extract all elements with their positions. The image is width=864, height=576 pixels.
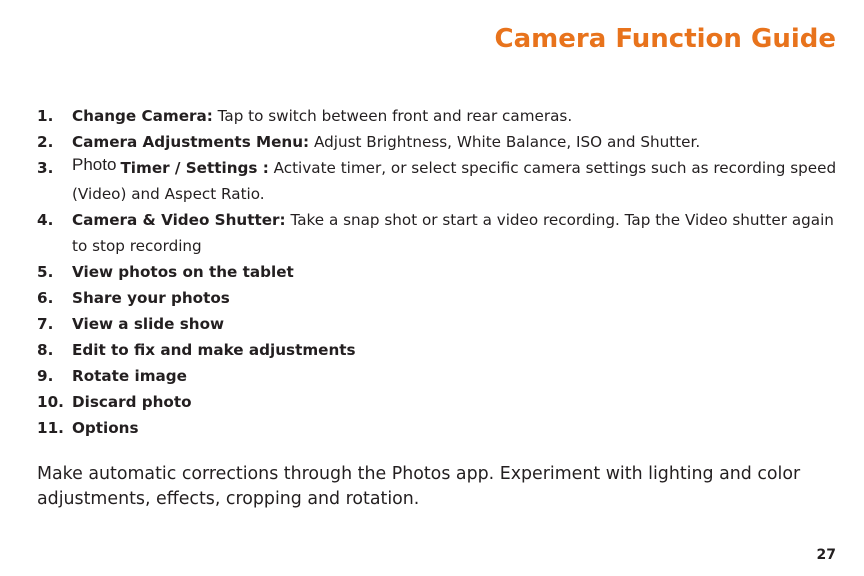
item-number: 5.: [37, 263, 54, 281]
item-number: 7.: [37, 315, 54, 333]
item-heading: Camera & Video Shutter:: [72, 211, 286, 229]
item-description: Tap to switch between front and rear cameras.: [212, 107, 573, 125]
item-heading: Options: [72, 419, 139, 437]
item-heading: Change Camera:: [72, 107, 213, 125]
item-content: [72, 311, 837, 337]
item-heading: View a slide show: [72, 315, 225, 333]
item-heading: Timer / Settings :: [120, 159, 269, 177]
item-content: [72, 337, 837, 363]
item-prefix: Photo: [72, 155, 117, 174]
item-heading: Share your photos: [72, 289, 230, 307]
item-heading: Camera Adjustments Menu:: [72, 133, 310, 151]
item-number: 11.: [37, 419, 64, 437]
list-item: [37, 363, 837, 389]
list-item: [37, 337, 837, 363]
item-description: Adjust Brightness, White Balance, ISO and Shutter.: [309, 133, 701, 151]
item-number: 4.: [37, 211, 54, 229]
list-item: [37, 415, 837, 441]
item-content: [72, 415, 837, 441]
function-list: [37, 103, 837, 441]
item-content: [72, 129, 837, 155]
item-heading: View photos on the tablet: [72, 263, 294, 281]
page-title: Camera Function Guide: [494, 24, 836, 54]
list-item: [37, 129, 837, 155]
list-item: [37, 103, 837, 129]
item-number: 1.: [37, 107, 54, 125]
item-content: [72, 207, 837, 259]
item-content: [72, 285, 837, 311]
list-item: [37, 155, 837, 207]
page-number: 27: [816, 547, 836, 563]
item-number: 3.: [37, 159, 54, 177]
item-number: 9.: [37, 367, 54, 385]
item-description: Activate timer, or select specific camera settings such as recording speed (Video) and Aspect Ratio.: [72, 159, 837, 203]
item-number: 6.: [37, 289, 54, 307]
item-number: 10.: [37, 393, 64, 411]
item-number: 8.: [37, 341, 54, 359]
footer-paragraph: Make automatic corrections through the Photos app. Experiment with lighting and color adjustments, effects, cropping and rotation.: [37, 464, 801, 509]
item-content: [72, 103, 837, 129]
item-content: [72, 389, 837, 415]
item-description: Take a snap shot or start a video recording. Tap the Video shutter again to stop recording: [72, 211, 834, 255]
list-item: [37, 259, 837, 285]
item-number: 2.: [37, 133, 54, 151]
list-item: [37, 207, 837, 259]
item-content: [72, 259, 837, 285]
list-item: [37, 389, 837, 415]
list-item: [37, 311, 837, 337]
item-content: [72, 363, 837, 389]
item-heading: Discard photo: [72, 393, 192, 411]
item-heading: Edit to fix and make adjustments: [72, 341, 356, 359]
list-item: [37, 285, 837, 311]
item-heading: Rotate image: [72, 367, 187, 385]
item-content: [72, 155, 837, 207]
